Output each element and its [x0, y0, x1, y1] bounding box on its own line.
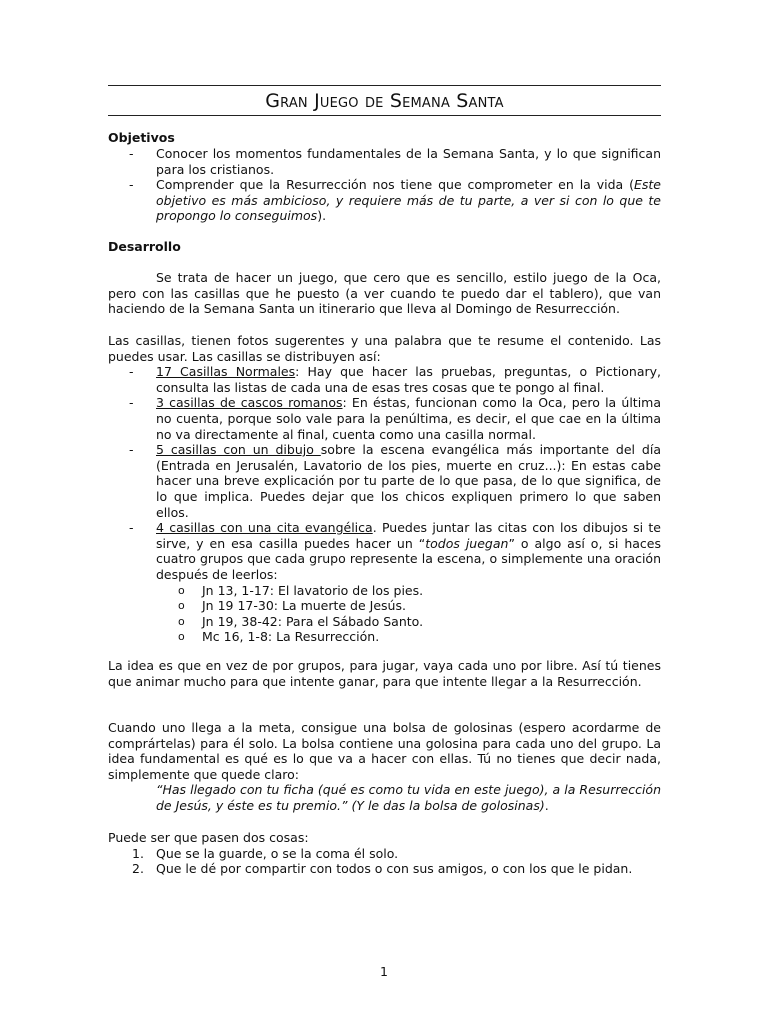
outcomes-section: Puede ser que pasen dos cosas: 1. Que se la guarde, o se la coma él solo. 2. Que le dé por compartir con todos o con sus amigos, o con los que le pidan. — [108, 830, 661, 877]
list-item: - 17 Casillas Normales: Hay que hacer las pruebas, preguntas, o Pictionary, consulta las listas de cada una de esas tres cosas que te pongo al final. — [129, 364, 661, 395]
title-bottom-rule — [108, 115, 661, 116]
number-marker: 1. — [132, 845, 144, 861]
dash-marker: - — [129, 395, 134, 411]
number-marker: 2. — [132, 861, 144, 877]
bullet-marker: o — [178, 599, 185, 613]
bullet-marker: o — [178, 583, 185, 597]
desarrollo-heading: Desarrollo — [108, 239, 181, 254]
dash-marker: - — [129, 520, 134, 536]
title-top-rule — [108, 85, 661, 86]
bullet-marker: o — [178, 614, 185, 628]
list-item: - 4 casillas con una cita evangélica. Puedes juntar las citas con los dibujos si te sirve, y en esa casilla puedes hacer un “todos juegan” o algo así o, si haces cuatro grupos que cada grupo represente la escena, o simplemente una oración después de leerlos: — [129, 520, 661, 582]
meta-paragraph: Cuando uno llega a la meta, consigue una bolsa de golosinas (espero acordarme de comprártelas) para él solo. La bolsa contiene una golosina para cada uno del grupo. La idea fundamental es qué es lo que va a hacer con ellas. Tú no tienes que decir nada, simplemente que quede claro: “Has llegado con tu ficha (qué es como tu vida en este juego), a la Resurrección de Jesús, y éste es tu premio.” (Y le das la bolsa de golosinas). — [108, 720, 661, 813]
objetivos-list — [108, 146, 661, 224]
list-item: 1. Que se la guarde, o se la coma él solo. — [132, 845, 399, 861]
list-item: - 5 casillas con un dibujo sobre la escena evangélica más importante del día (Entrada en Jerusalén, Lavatorio de los pies, muerte en cruz...): En estas cabe hacer una breve explicación por tu parte de lo que pasa, de lo que significa, de lo que implica. Puedes dejar que los chicos expliquen primero lo que saben ellos. — [129, 442, 661, 520]
dash-marker: - — [129, 146, 134, 161]
objetivos-heading: Objetivos — [108, 130, 175, 145]
dash-marker: - — [129, 364, 134, 380]
bullet-marker: o — [178, 630, 185, 644]
cita-item: o Jn 19, 38-42: Para el Sábado Santo. — [178, 613, 424, 629]
cita-item: o Mc 16, 1-8: La Resurrección. — [178, 629, 380, 645]
dash-marker: - — [129, 442, 134, 458]
casillas-section: Las casillas, tienen fotos sugerentes y una palabra que te resume el contenido. Las puedes usar. Las casillas se distribuyen así: - 17 Casillas Normales: Hay que hacer las pruebas, preguntas, o Pictionary, consulta las listas de cada una de esas tres cosas que te pongo al final. - 3 casillas de cascos romanos: En éstas, funcionan como la Oca, pero la última no cuenta, porque solo vale para la penúltima, es decir, el que cae en la última no va directamente al final, cuenta como una casilla normal. - 5 casillas con un dibujo sobre la escena evangélica más importante del día (Entrada en Jerusalén, Lavatorio de los pies, muerte en cruz...): En estas cabe hacer una breve explicación por tu parte de lo que pasa, de lo que significa, de lo que implica. Puedes dejar que los chicos expliquen primero lo que saben ellos. - 4 casillas con una cita evangélica. Puedes juntar las citas con los dibujos si te sirve, y en esa casilla puedes hacer un “todos juegan” o algo así o, si haces cuatro grupos que cada grupo represente la escena, o simplemente una oración después de leerlos: o Jn 13, 1-17: El lavatorio de los pies. o Jn 19 17-30: La muerte de Jesús. o Jn 19, 38-42: Para el Sábado Santo. o Mc 16, 1-8: La Resurrección. — [108, 333, 661, 645]
intro-paragraph: Se trata de hacer un juego, que cero que es sencillo, estilo juego de la Oca, pero con las casillas que he puesto (a ver cuando te puedo dar el tablero), que van haciendo de la Semana Santa un itinerario que lleva al Domingo de Resurrección. — [108, 270, 661, 317]
list-item: - Conocer los momentos fundamentales de la Semana Santa, y lo que significan para los cristianos. — [129, 146, 661, 177]
cita-item: o Jn 19 17-30: La muerte de Jesús. — [178, 598, 406, 614]
dash-marker: - — [129, 177, 134, 193]
idea-paragraph: La idea es que en vez de por grupos, para jugar, vaya cada uno por libre. Así tú tienes que animar mucho para que intente ganar, para que intente llegar a la Resurrección. — [108, 658, 661, 689]
list-item: 2. Que le dé por compartir con todos o con sus amigos, o con los que le pidan. — [132, 861, 633, 877]
list-item: - 3 casillas de cascos romanos: En éstas, funcionan como la Oca, pero la última no cuenta, porque solo vale para la penúltima, es decir, el que cae en la última no va directamente al final, cuenta como una casilla normal. — [129, 395, 661, 442]
prize-quote: “Has llegado con tu ficha (qué es como tu vida en este juego), a la Resurrección de Jesús, y éste es tu premio.” (Y le das la bolsa de golosinas). — [156, 782, 661, 813]
cita-item: o Jn 13, 1-17: El lavatorio de los pies. — [178, 582, 424, 598]
list-item: - Comprender que la Resurrección nos tiene que comprometer en la vida (Este objetivo es más ambicioso, y requiere más de tu parte, a ver si con lo que te propongo lo conseguimos). — [129, 177, 661, 224]
page-number: 1 — [380, 964, 388, 979]
document-title: Gran Juego de Semana Santa — [265, 90, 504, 112]
